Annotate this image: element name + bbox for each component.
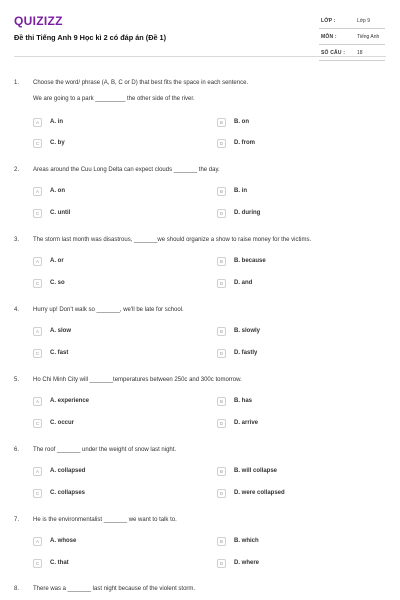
question-text: Choose the word/ phrase (A, B, C or D) that best fits the space in each sentence. xyxy=(33,80,249,86)
option-letter-box: C xyxy=(33,419,42,428)
option-text: D. where xyxy=(234,560,260,566)
question-number: 4. xyxy=(14,307,20,313)
option-text: C. occur xyxy=(50,420,75,426)
meta-value: Tiếng Anh xyxy=(357,34,380,40)
option-text: B. slowly xyxy=(234,328,261,334)
meta-label: LỚP : xyxy=(321,18,336,24)
question-number: 2. xyxy=(14,167,20,173)
option-text: D. and xyxy=(234,280,253,286)
meta-value: Lớp 9 xyxy=(357,18,371,24)
option-text: A. on xyxy=(50,188,65,194)
option-letter-box: D xyxy=(217,419,226,428)
option-letter-box: A xyxy=(33,537,42,546)
option-letter-box: B xyxy=(217,327,226,336)
option-text: A. or xyxy=(50,258,64,264)
option-text: D. arrive xyxy=(234,420,259,426)
question-number: 5. xyxy=(14,377,20,383)
option-letter-box: B xyxy=(217,467,226,476)
meta-label: MÔN : xyxy=(321,34,337,40)
option-text: C. until xyxy=(50,210,71,216)
option-text: B. will collapse xyxy=(234,468,278,474)
question-number: 8. xyxy=(14,586,20,592)
option-letter-box: D xyxy=(217,489,226,498)
option-text: A. whose xyxy=(50,538,77,544)
option-text: C. collapses xyxy=(50,490,86,496)
question-text: Areas around the Cuu Long Delta can expect clouds _______ the day. xyxy=(33,167,220,173)
option-text: C. that xyxy=(50,560,69,566)
option-letter-box: A xyxy=(33,187,42,196)
option-letter-box: A xyxy=(33,467,42,476)
meta-table xyxy=(319,13,385,61)
option-letter-box: D xyxy=(217,209,226,218)
option-text: C. by xyxy=(50,140,65,146)
option-letter-box: C xyxy=(33,139,42,148)
option-text: C. fast xyxy=(50,350,69,356)
meta-row-grade xyxy=(319,13,385,29)
option-letter-box: C xyxy=(33,209,42,218)
option-letter-box: A xyxy=(33,257,42,266)
option-text: B. has xyxy=(234,398,253,404)
question-text: Hurry up! Don't walk so _______, we'll be late for school. xyxy=(33,307,184,313)
option-text: A. in xyxy=(50,119,63,125)
option-letter-box: D xyxy=(217,559,226,568)
option-text: D. were collapsed xyxy=(234,490,285,496)
question-text: The storm last month was disastrous, _______we should organize a show to raise money for the victims. xyxy=(33,237,312,243)
option-letter-box: A xyxy=(33,397,42,406)
option-text: D. during xyxy=(234,210,261,216)
option-letter-box: A xyxy=(33,118,42,127)
option-text: D. fastly xyxy=(234,350,258,356)
question-number: 3. xyxy=(14,237,20,243)
question-number: 7. xyxy=(14,517,20,523)
question-text: There was a _______ last night because of the violent storm. xyxy=(33,586,196,592)
option-text: D. from xyxy=(234,140,255,146)
option-letter-box: B xyxy=(217,397,226,406)
meta-value: 18 xyxy=(357,50,363,56)
option-text: A. experience xyxy=(50,398,90,404)
option-letter-box: C xyxy=(33,489,42,498)
option-text: B. because xyxy=(234,258,266,264)
option-text: B. in xyxy=(234,188,247,194)
option-letter-box: D xyxy=(217,349,226,358)
option-letter-box: B xyxy=(217,537,226,546)
question-sentence: We are going to a park _________ the other side of the river. xyxy=(33,96,195,102)
question-text: Ho Chi Minh City will _______temperatures between 250c and 300c tomorrow. xyxy=(33,377,242,383)
document-title: Đề thi Tiếng Anh 9 Học kì 2 có đáp án (Đề 1) xyxy=(14,33,167,42)
option-letter-box: A xyxy=(33,327,42,336)
meta-row-question-count xyxy=(319,45,385,61)
option-letter-box: D xyxy=(217,139,226,148)
option-letter-box: B xyxy=(217,118,226,127)
option-text: C. so xyxy=(50,280,65,286)
question-text: He is the environmentalist _______ we want to talk to. xyxy=(33,517,177,523)
option-text: B. which xyxy=(234,538,259,544)
meta-row-subject xyxy=(319,29,385,45)
option-letter-box: C xyxy=(33,349,42,358)
option-letter-box: C xyxy=(33,279,42,288)
option-text: A. collapsed xyxy=(50,468,86,474)
option-text: A. slow xyxy=(50,328,72,334)
header-divider xyxy=(14,56,386,57)
option-letter-box: C xyxy=(33,559,42,568)
question-text: The roof _______ under the weight of snow last night. xyxy=(33,447,177,453)
quizizz-logo: QUIZIZZ xyxy=(14,14,63,28)
option-letter-box: B xyxy=(217,187,226,196)
option-text: B. on xyxy=(234,119,249,125)
meta-label: SỐ CÂU : xyxy=(321,50,346,56)
option-letter-box: B xyxy=(217,257,226,266)
question-number: 6. xyxy=(14,447,20,453)
question-number: 1. xyxy=(14,80,20,86)
option-letter-box: D xyxy=(217,279,226,288)
